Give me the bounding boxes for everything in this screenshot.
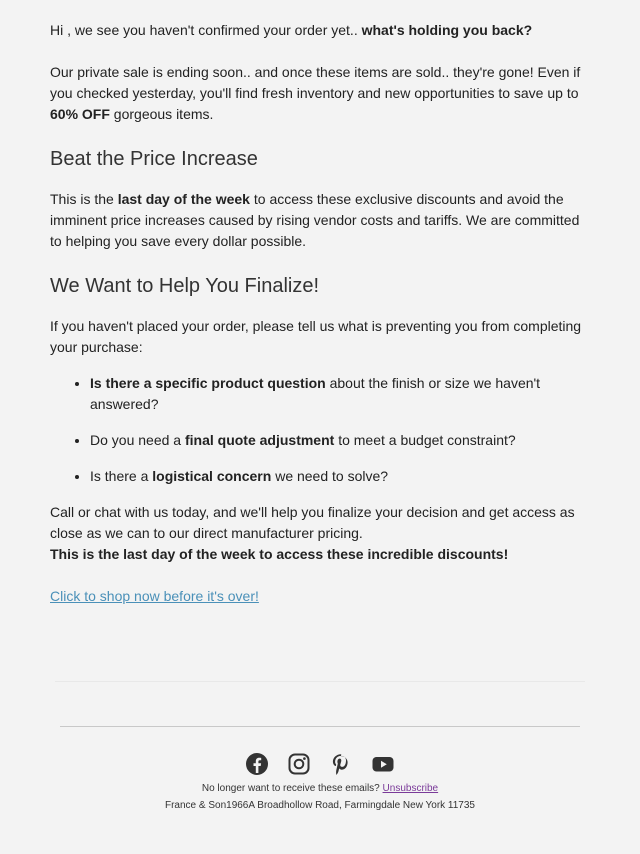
unsubscribe-prompt: No longer want to receive these emails? (201, 783, 383, 794)
greeting (50, 20, 590, 41)
cta-bold: This is the last day of the week to access these incredible discounts! (50, 546, 509, 562)
greeting-emphasis: what's holding you back? (361, 22, 533, 38)
shop-now-link[interactable]: Click to shop now before it's over! (50, 588, 259, 604)
social-links (0, 752, 640, 776)
cta-text: Call or chat with us today, and we'll help you finalize your decision and get access as close as we can to our direct manufacturer pricing. (50, 504, 575, 541)
company-address: France & Son1966A Broadhollow Road, Farmingdale New York 11735 (164, 800, 475, 811)
unsubscribe-link[interactable]: Unsubscribe (382, 783, 439, 794)
discount-highlight: 60% OFF (50, 106, 110, 122)
shop-link-row (50, 586, 590, 607)
help-finalize-heading: We Want to Help You Finalize! (50, 275, 320, 297)
intro-paragraph (50, 62, 590, 125)
help-paragraph: If you haven't placed your order, please tell us what is preventing you from completing your purchase: (50, 318, 582, 355)
instagram-icon[interactable] (287, 752, 311, 776)
list-item: • Is there a specific product question about the finish or size we haven't answered? (90, 373, 590, 415)
email-body (50, 20, 590, 607)
greeting-text: Hi , we see you haven't confirmed your order yet.. (50, 22, 362, 38)
footer-divider (60, 726, 580, 727)
pinterest-icon[interactable] (329, 752, 353, 776)
beat-prefix: This is the (50, 191, 118, 207)
beat-paragraph (50, 189, 590, 252)
list-item: • Do you need a final quote adjustment to meet a budget constraint? (90, 430, 590, 451)
issue-highlight: final quote adjustment (184, 432, 335, 448)
facebook-icon[interactable] (245, 752, 269, 776)
list-item: • Is there a logistical concern we need to solve? (90, 466, 590, 487)
beat-highlight: last day of the week (117, 191, 250, 207)
issues-list (50, 373, 590, 487)
youtube-icon[interactable] (371, 752, 395, 776)
unsubscribe-line (0, 782, 640, 795)
beat-price-heading: Beat the Price Increase (50, 148, 258, 170)
divider (55, 681, 585, 682)
intro-suffix: gorgeous items. (109, 106, 214, 122)
intro-text: Our private sale is ending soon.. and once these items are sold.. they're gone! Even if you checked yesterday, you'll find fresh inventory and new opportunities to save up to (50, 64, 581, 101)
beat-suffix: to access these exclusive discounts and avoid the imminent price increases caused by rising vendor costs and tariffs. We are committed to helping you save every dollar possible. (50, 191, 580, 249)
issue-highlight: logistical concern (152, 468, 272, 484)
cta-paragraph (50, 502, 590, 565)
issue-highlight: Is there a specific product question (90, 375, 326, 391)
